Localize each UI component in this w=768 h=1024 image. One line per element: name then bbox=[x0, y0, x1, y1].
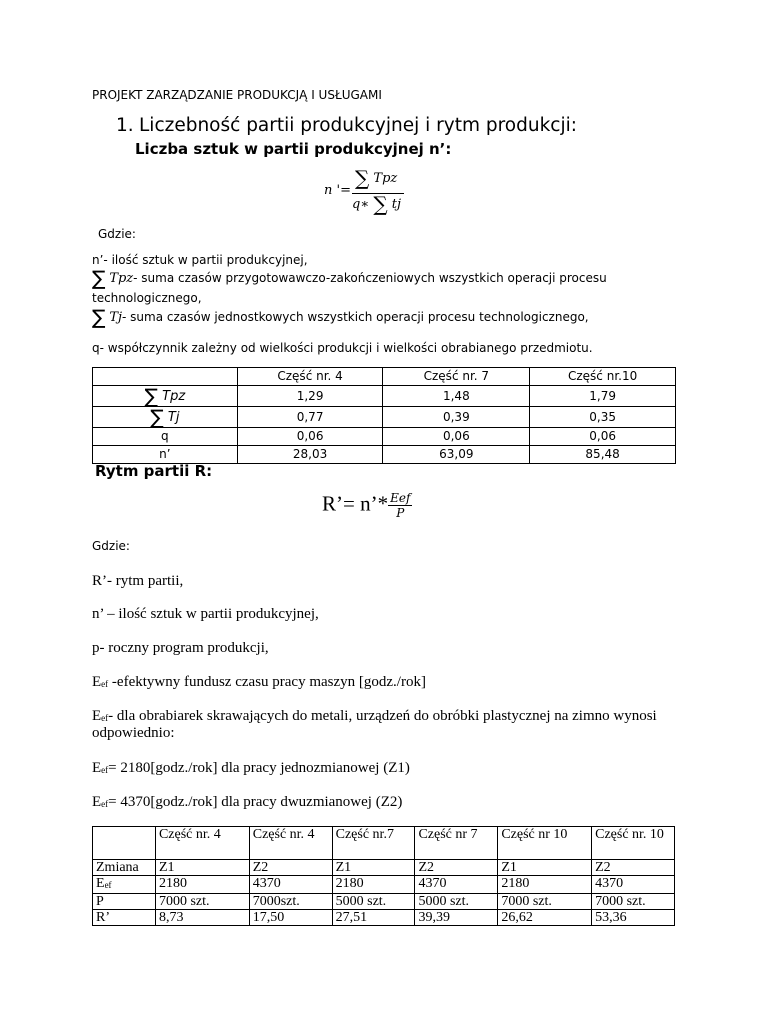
table-cell: 26,62 bbox=[498, 910, 592, 926]
sum-icon: ∑ bbox=[150, 405, 164, 429]
section2-title: Rytm partii R: bbox=[95, 462, 213, 480]
table-cell: 0,06 bbox=[383, 428, 530, 446]
def-p: p- roczny program produkcji, bbox=[92, 640, 269, 656]
table-cell: 0,35 bbox=[530, 407, 676, 428]
def-n: n’- ilość sztuk w partii produkcyjnej, bbox=[92, 253, 308, 267]
table-cell: 7000szt. bbox=[249, 894, 332, 910]
def-n2: n’ – ilość sztuk w partii produkcyjnej, bbox=[92, 606, 319, 622]
eef-sub: ef bbox=[101, 713, 109, 723]
table-header-cell: Część nr. 4 bbox=[249, 827, 332, 860]
table-header-cell: Część nr.10 bbox=[530, 368, 676, 386]
gdzie-label: Gdzie: bbox=[98, 227, 136, 241]
row-label bbox=[93, 386, 238, 407]
row-label bbox=[93, 876, 156, 894]
eef-text: -efektywny fundusz czasu pracy maszyn [godz./rok] bbox=[108, 674, 426, 690]
row-label: Zmiana bbox=[93, 860, 156, 876]
table-row bbox=[93, 446, 676, 464]
table-cell: 7000 szt. bbox=[155, 894, 249, 910]
def-tpz-cont: technologicznego, bbox=[92, 291, 202, 305]
sum-icon: ∑ bbox=[92, 266, 106, 290]
table-row bbox=[93, 386, 676, 407]
def-z2 bbox=[92, 794, 402, 811]
table-header-cell: Część nr. 4 bbox=[237, 368, 383, 386]
formula2-denominator: P bbox=[396, 506, 405, 520]
def-tj-symbol: Tj bbox=[109, 310, 123, 325]
def-eef2-cont: odpowiednio: bbox=[92, 725, 175, 741]
table-cell: Z1 bbox=[155, 860, 249, 876]
document-header: PROJEKT ZARZĄDZANIE PRODUKCJĄ I USŁUGAMI bbox=[92, 88, 382, 102]
table-cell: 27,51 bbox=[332, 910, 415, 926]
row-label-sub: ef bbox=[104, 880, 112, 890]
table-cell: 0,39 bbox=[383, 407, 530, 428]
formula1-numerator bbox=[355, 168, 397, 188]
table-header-cell: Część nr. 4 bbox=[155, 827, 249, 860]
table-header-cell: Część nr. 7 bbox=[383, 368, 530, 386]
row-label: q bbox=[93, 428, 238, 446]
section1-number: 1. bbox=[116, 115, 134, 136]
def-tj-text: - suma czasów jednostkowych wszystkich operacji procesu technologicznego, bbox=[122, 310, 589, 324]
sum-icon: ∑ bbox=[355, 166, 370, 190]
table-cell: 7000 szt. bbox=[592, 894, 675, 910]
formula1-lhs: n '= bbox=[324, 183, 351, 198]
table-cell: 4370 bbox=[249, 876, 332, 894]
eef-sub: ef bbox=[101, 765, 109, 775]
row-label-text: E bbox=[96, 876, 105, 891]
table-row bbox=[93, 894, 675, 910]
formula2-fraction bbox=[388, 491, 412, 520]
def-tj bbox=[92, 307, 589, 327]
def-tpz bbox=[92, 268, 607, 288]
table-cell: 5000 szt. bbox=[332, 894, 415, 910]
table-cell: 5000 szt. bbox=[415, 894, 498, 910]
z1-text: = 2180[godz./rok] dla pracy jednozmianowej (Z1) bbox=[108, 760, 410, 776]
table-rhythm bbox=[92, 826, 675, 926]
section1-subtitle: Liczba sztuk w partii produkcyjnej n’: bbox=[135, 140, 452, 158]
gdzie-label: Gdzie: bbox=[92, 539, 130, 553]
table-cell: 2180 bbox=[498, 876, 592, 894]
formula2-numerator: Eef bbox=[390, 491, 411, 505]
def-tpz-text: - suma czasów przygotowawczo-zakończeniowych wszystkich operacji procesu bbox=[133, 271, 607, 285]
row-label: n’ bbox=[93, 446, 238, 464]
table-cell: 7000 szt. bbox=[498, 894, 592, 910]
def-tpz-symbol: Tpz bbox=[109, 271, 134, 286]
table-cell: 85,48 bbox=[530, 446, 676, 464]
row-label: P bbox=[93, 894, 156, 910]
table-cell: Z2 bbox=[592, 860, 675, 876]
table-cell: 4370 bbox=[415, 876, 498, 894]
table-cell: 63,09 bbox=[383, 446, 530, 464]
table-cell: Z2 bbox=[415, 860, 498, 876]
table-row bbox=[93, 876, 675, 894]
row-label-text: Tj bbox=[167, 410, 180, 425]
formula2-lhs: R’= n’* bbox=[322, 491, 389, 516]
eef2-text: - dla obrabiarek skrawających do metali, urządzeń do obróbki plastycznej na zimno wynosi bbox=[108, 708, 657, 724]
table-row bbox=[93, 407, 676, 428]
table-cell: 4370 bbox=[592, 876, 675, 894]
row-label bbox=[93, 407, 238, 428]
table-cell: 39,39 bbox=[415, 910, 498, 926]
table-cell: 28,03 bbox=[237, 446, 383, 464]
row-label-text: Tpz bbox=[162, 389, 186, 404]
def-z1 bbox=[92, 760, 410, 777]
table-cell: 8,73 bbox=[155, 910, 249, 926]
table-cell: 2180 bbox=[155, 876, 249, 894]
table-header-row bbox=[93, 827, 675, 860]
table-cell: 0,77 bbox=[237, 407, 383, 428]
table-cell: 1,79 bbox=[530, 386, 676, 407]
table-cell: 53,36 bbox=[592, 910, 675, 926]
eef-base: E bbox=[92, 674, 102, 690]
def-eef bbox=[92, 674, 426, 691]
table-cell: Z1 bbox=[332, 860, 415, 876]
table-cell: 17,50 bbox=[249, 910, 332, 926]
formula1-denominator-t: tj bbox=[391, 197, 401, 212]
sum-icon: ∑ bbox=[144, 384, 159, 408]
z2-text: = 4370[godz./rok] dla pracy dwuzmianowej (Z2) bbox=[108, 794, 403, 810]
eef-base: E bbox=[92, 794, 102, 810]
table-cell: 1,48 bbox=[383, 386, 530, 407]
def-eef2 bbox=[92, 708, 657, 725]
section1-title: Liczebność partii produkcyjnej i rytm produkcji: bbox=[139, 115, 577, 136]
table-cell: Z1 bbox=[498, 860, 592, 876]
eef-sub: ef bbox=[101, 679, 109, 689]
formula1-numerator-text: Tpz bbox=[373, 171, 398, 186]
sum-icon: ∑ bbox=[373, 192, 388, 216]
table-header-cell: Część nr. 10 bbox=[592, 827, 675, 860]
def-r: R’- rytm partii, bbox=[92, 573, 184, 589]
eef-base: E bbox=[92, 708, 102, 724]
sum-icon: ∑ bbox=[92, 305, 106, 329]
table-cell: 0,06 bbox=[530, 428, 676, 446]
table-part-batch bbox=[92, 367, 676, 464]
formula2 bbox=[322, 491, 412, 520]
table-header-cell: Część nr 10 bbox=[498, 827, 592, 860]
table-row bbox=[93, 860, 675, 876]
eef-base: E bbox=[92, 760, 102, 776]
table-header-cell: Część nr 7 bbox=[415, 827, 498, 860]
table-row bbox=[93, 910, 675, 926]
formula1-denominator bbox=[352, 194, 401, 214]
table-cell: 1,29 bbox=[237, 386, 383, 407]
row-label: R’ bbox=[93, 910, 156, 926]
table-cell: 2180 bbox=[332, 876, 415, 894]
table-header-cell bbox=[93, 368, 238, 386]
table-header-row bbox=[93, 368, 676, 386]
table-row bbox=[93, 428, 676, 446]
def-q: q- współczynnik zależny od wielkości produkcji i wielkości obrabianego przedmiotu. bbox=[92, 341, 593, 355]
table-cell: 0,06 bbox=[237, 428, 383, 446]
table-header-cell bbox=[93, 827, 156, 860]
table-cell: Z2 bbox=[249, 860, 332, 876]
eef-sub: ef bbox=[101, 799, 109, 809]
formula1-denominator-q: q∗ bbox=[352, 197, 370, 212]
table-header-cell: Część nr.7 bbox=[332, 827, 415, 860]
